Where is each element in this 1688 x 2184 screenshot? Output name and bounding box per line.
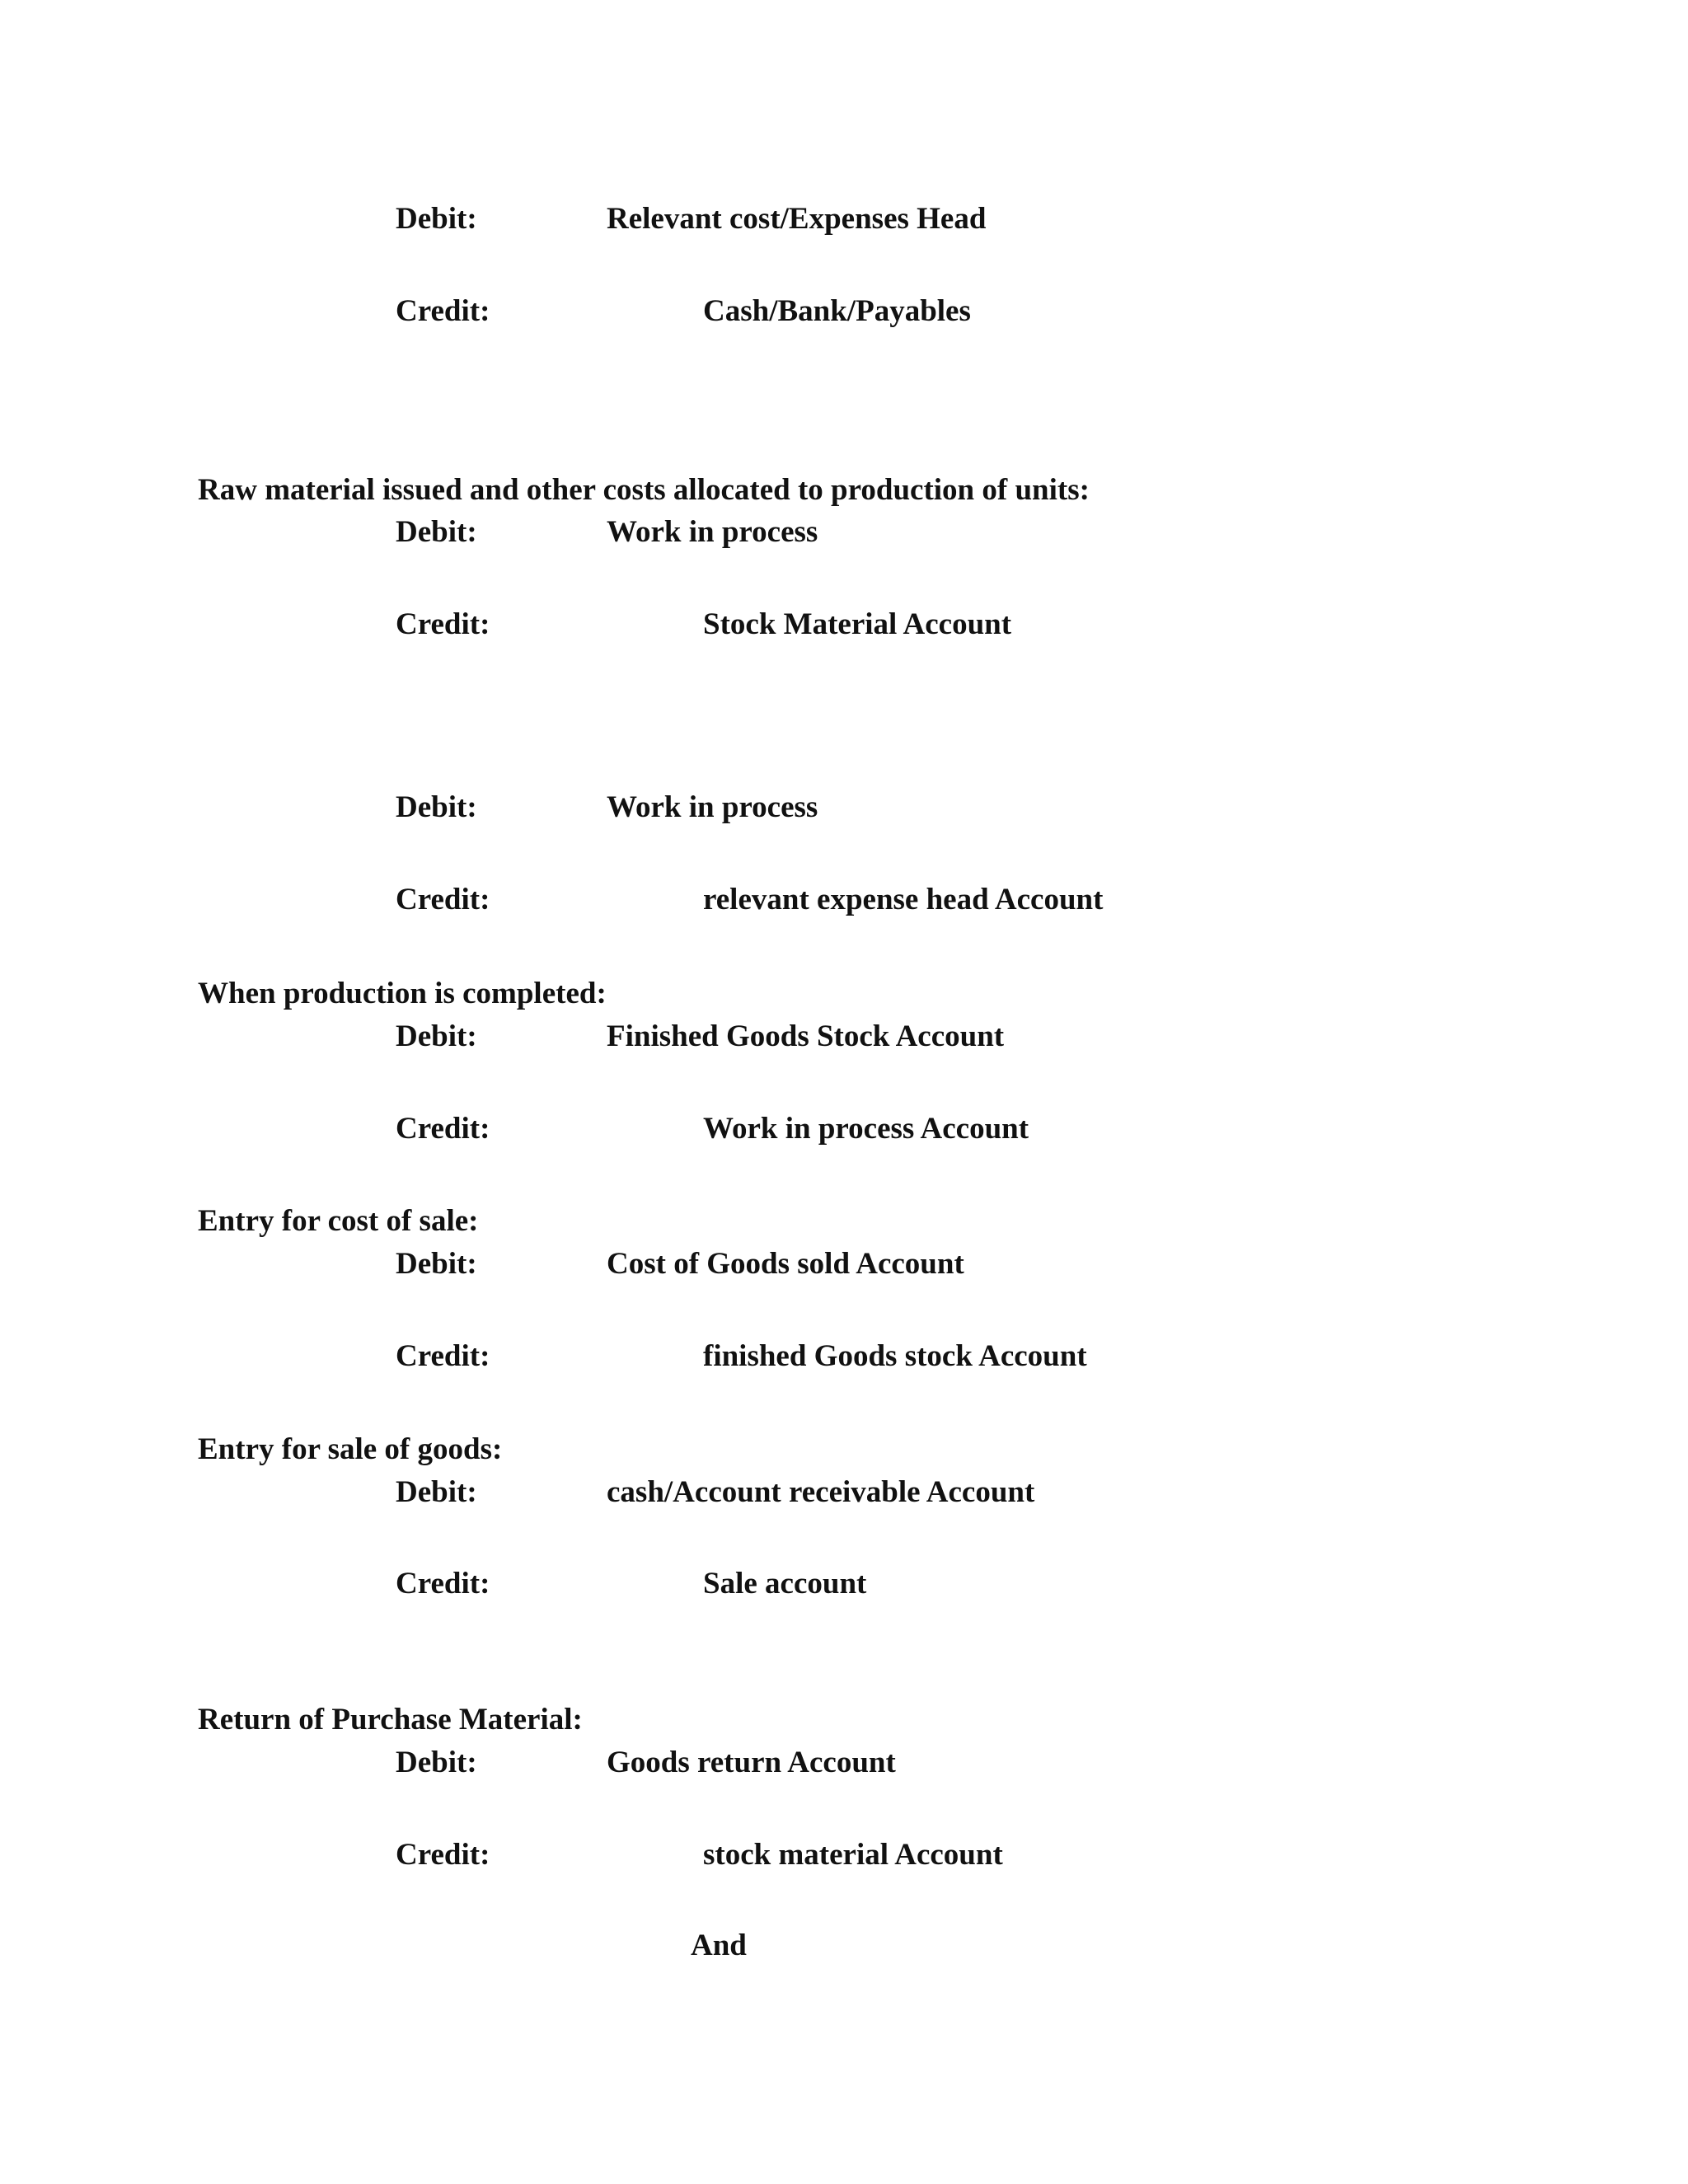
credit-account: Cash/Bank/Payables bbox=[703, 294, 971, 328]
debit-account: Goods return Account bbox=[607, 1746, 896, 1779]
debit-account: Cost of Goods sold Account bbox=[607, 1247, 964, 1281]
credit-label: Credit: bbox=[396, 1567, 490, 1601]
entry-heading: When production is completed: bbox=[198, 977, 607, 1010]
credit-account: stock material Account bbox=[703, 1838, 1003, 1872]
entry-heading: Entry for cost of sale: bbox=[198, 1204, 479, 1238]
credit-account: Work in process Account bbox=[703, 1112, 1029, 1146]
debit-account: Work in process bbox=[607, 515, 818, 549]
credit-label: Credit: bbox=[396, 607, 490, 641]
entry-heading: Entry for sale of goods: bbox=[198, 1432, 503, 1466]
credit-label: Credit: bbox=[396, 1112, 490, 1146]
debit-label: Debit: bbox=[396, 790, 477, 824]
debit-account: Work in process bbox=[607, 790, 818, 824]
credit-account: finished Goods stock Account bbox=[703, 1339, 1087, 1373]
credit-account: Stock Material Account bbox=[703, 607, 1012, 641]
debit-label: Debit: bbox=[396, 515, 477, 549]
debit-label: Debit: bbox=[396, 1475, 477, 1509]
debit-account: Finished Goods Stock Account bbox=[607, 1019, 1005, 1053]
credit-label: Credit: bbox=[396, 294, 490, 328]
debit-label: Debit: bbox=[396, 1746, 477, 1779]
entry-heading: Raw material issued and other costs allocated to production of units: bbox=[198, 473, 1090, 507]
trailer-text: And bbox=[691, 1929, 747, 1962]
credit-label: Credit: bbox=[396, 883, 490, 916]
credit-label: Credit: bbox=[396, 1838, 490, 1872]
entry-heading: Return of Purchase Material: bbox=[198, 1703, 583, 1736]
debit-account: cash/Account receivable Account bbox=[607, 1475, 1035, 1509]
debit-account: Relevant cost/Expenses Head bbox=[607, 202, 987, 236]
debit-label: Debit: bbox=[396, 202, 477, 236]
credit-label: Credit: bbox=[396, 1339, 490, 1373]
credit-account: Sale account bbox=[703, 1567, 867, 1601]
credit-account: relevant expense head Account bbox=[703, 883, 1104, 916]
debit-label: Debit: bbox=[396, 1247, 477, 1281]
debit-label: Debit: bbox=[396, 1019, 477, 1053]
